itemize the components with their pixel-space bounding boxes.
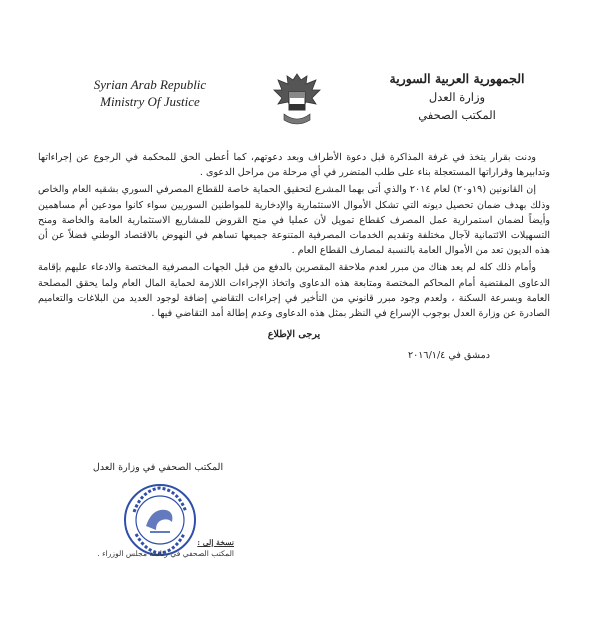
copy-to-block	[34, 537, 234, 559]
header-ar-line3: المكتب الصحفي	[418, 108, 496, 122]
header-en-line1: Syrian Arab Republic	[93, 77, 207, 92]
signature-line: المكتب الصحفي في وزارة العدل	[92, 462, 224, 473]
date-line: دمشق في ٢٠١٦/١/٤	[407, 350, 490, 362]
header-ar-line1: الجمهورية العربية السورية	[389, 71, 525, 86]
copy-to-recipient: المكتب الصحفي في رئاسة مجلس الوزراء .	[97, 549, 234, 558]
closing-line: يرجى الإطلاع	[267, 329, 321, 341]
header-ar-line2: وزارة العدل	[428, 90, 486, 104]
header-en-line2: Ministry Of Justice	[100, 94, 200, 109]
eagle-emblem-icon	[270, 70, 324, 130]
paragraph-2: إن القانونين (١٩و٢٠) لعام ٢٠١٤ والذي أتى بهما المشرع لتحقيق الحماية خاصة للقطاع المصرفي السوري بشقيه العام والخاص وذلك بهدف ضمان تحصيل ديونه التي تشكل الأموال الاستثمارية والإدخارية للمواطنين السوريين سواء كانوا مودعين أم مساهمين وأيضاً لضمان استمرارية عمل المصرف كقطاع تمويل لأن عمليا في منح القروض للمشاريع الاستثمارية العامة والخاصة ومنح التسهيلات الائتمانية لآجال مختلفة وتقديم الخدمات المصرفية المتنوعة جميعها تساهم في النهوض بالاقتصاد الوطني فضلاً عن أن هذه الديون تعد من الأموال العامة بالنسبة لمصارف القطاع العام .	[38, 184, 550, 257]
copy-to-label: نسخة إلى :	[197, 538, 234, 547]
paragraph-1: ودنت بقرار يتخذ في غرفة المذاكرة قبل دعوة الأطراف وبعد دعوتهم، كما أعطى الحق للمحكمة في الرجوع عن إجراءاتها وتدابيرها وقراراتها المستعجلة بناء على طلب المتضرر في أي مرحلة من مراحل الدعوى .	[38, 152, 550, 179]
letter-body	[38, 150, 550, 366]
header-arabic	[372, 70, 542, 124]
header-english	[70, 76, 230, 110]
paragraph-3: وأمام ذلك كله لم يعد هناك من مبرر لعدم ملاحقة المقصرين بالدفع من قبل الجهات المصرفية المختصة والادعاء عليهم بإقامة الدعاوى المقتضية أمام المحاكم المختصة ومتابعة هذه الدعاوى واتخاذ الإجراءات اللازمة لحماية المال العام ولما يحقق المصلحة العامة وبسرعة السكنة ، ولعدم وجود مبرر قانوني من التأخير في إجراءات التقاضي إضافة لوجود العديد من البلاغات والتعاميم الصادرة عن وزارة العدل بوجوب الإسراع في النظر بمثل هذه الدعاوى وعدم إطالة أمد التقاضي فيها .	[38, 262, 551, 320]
